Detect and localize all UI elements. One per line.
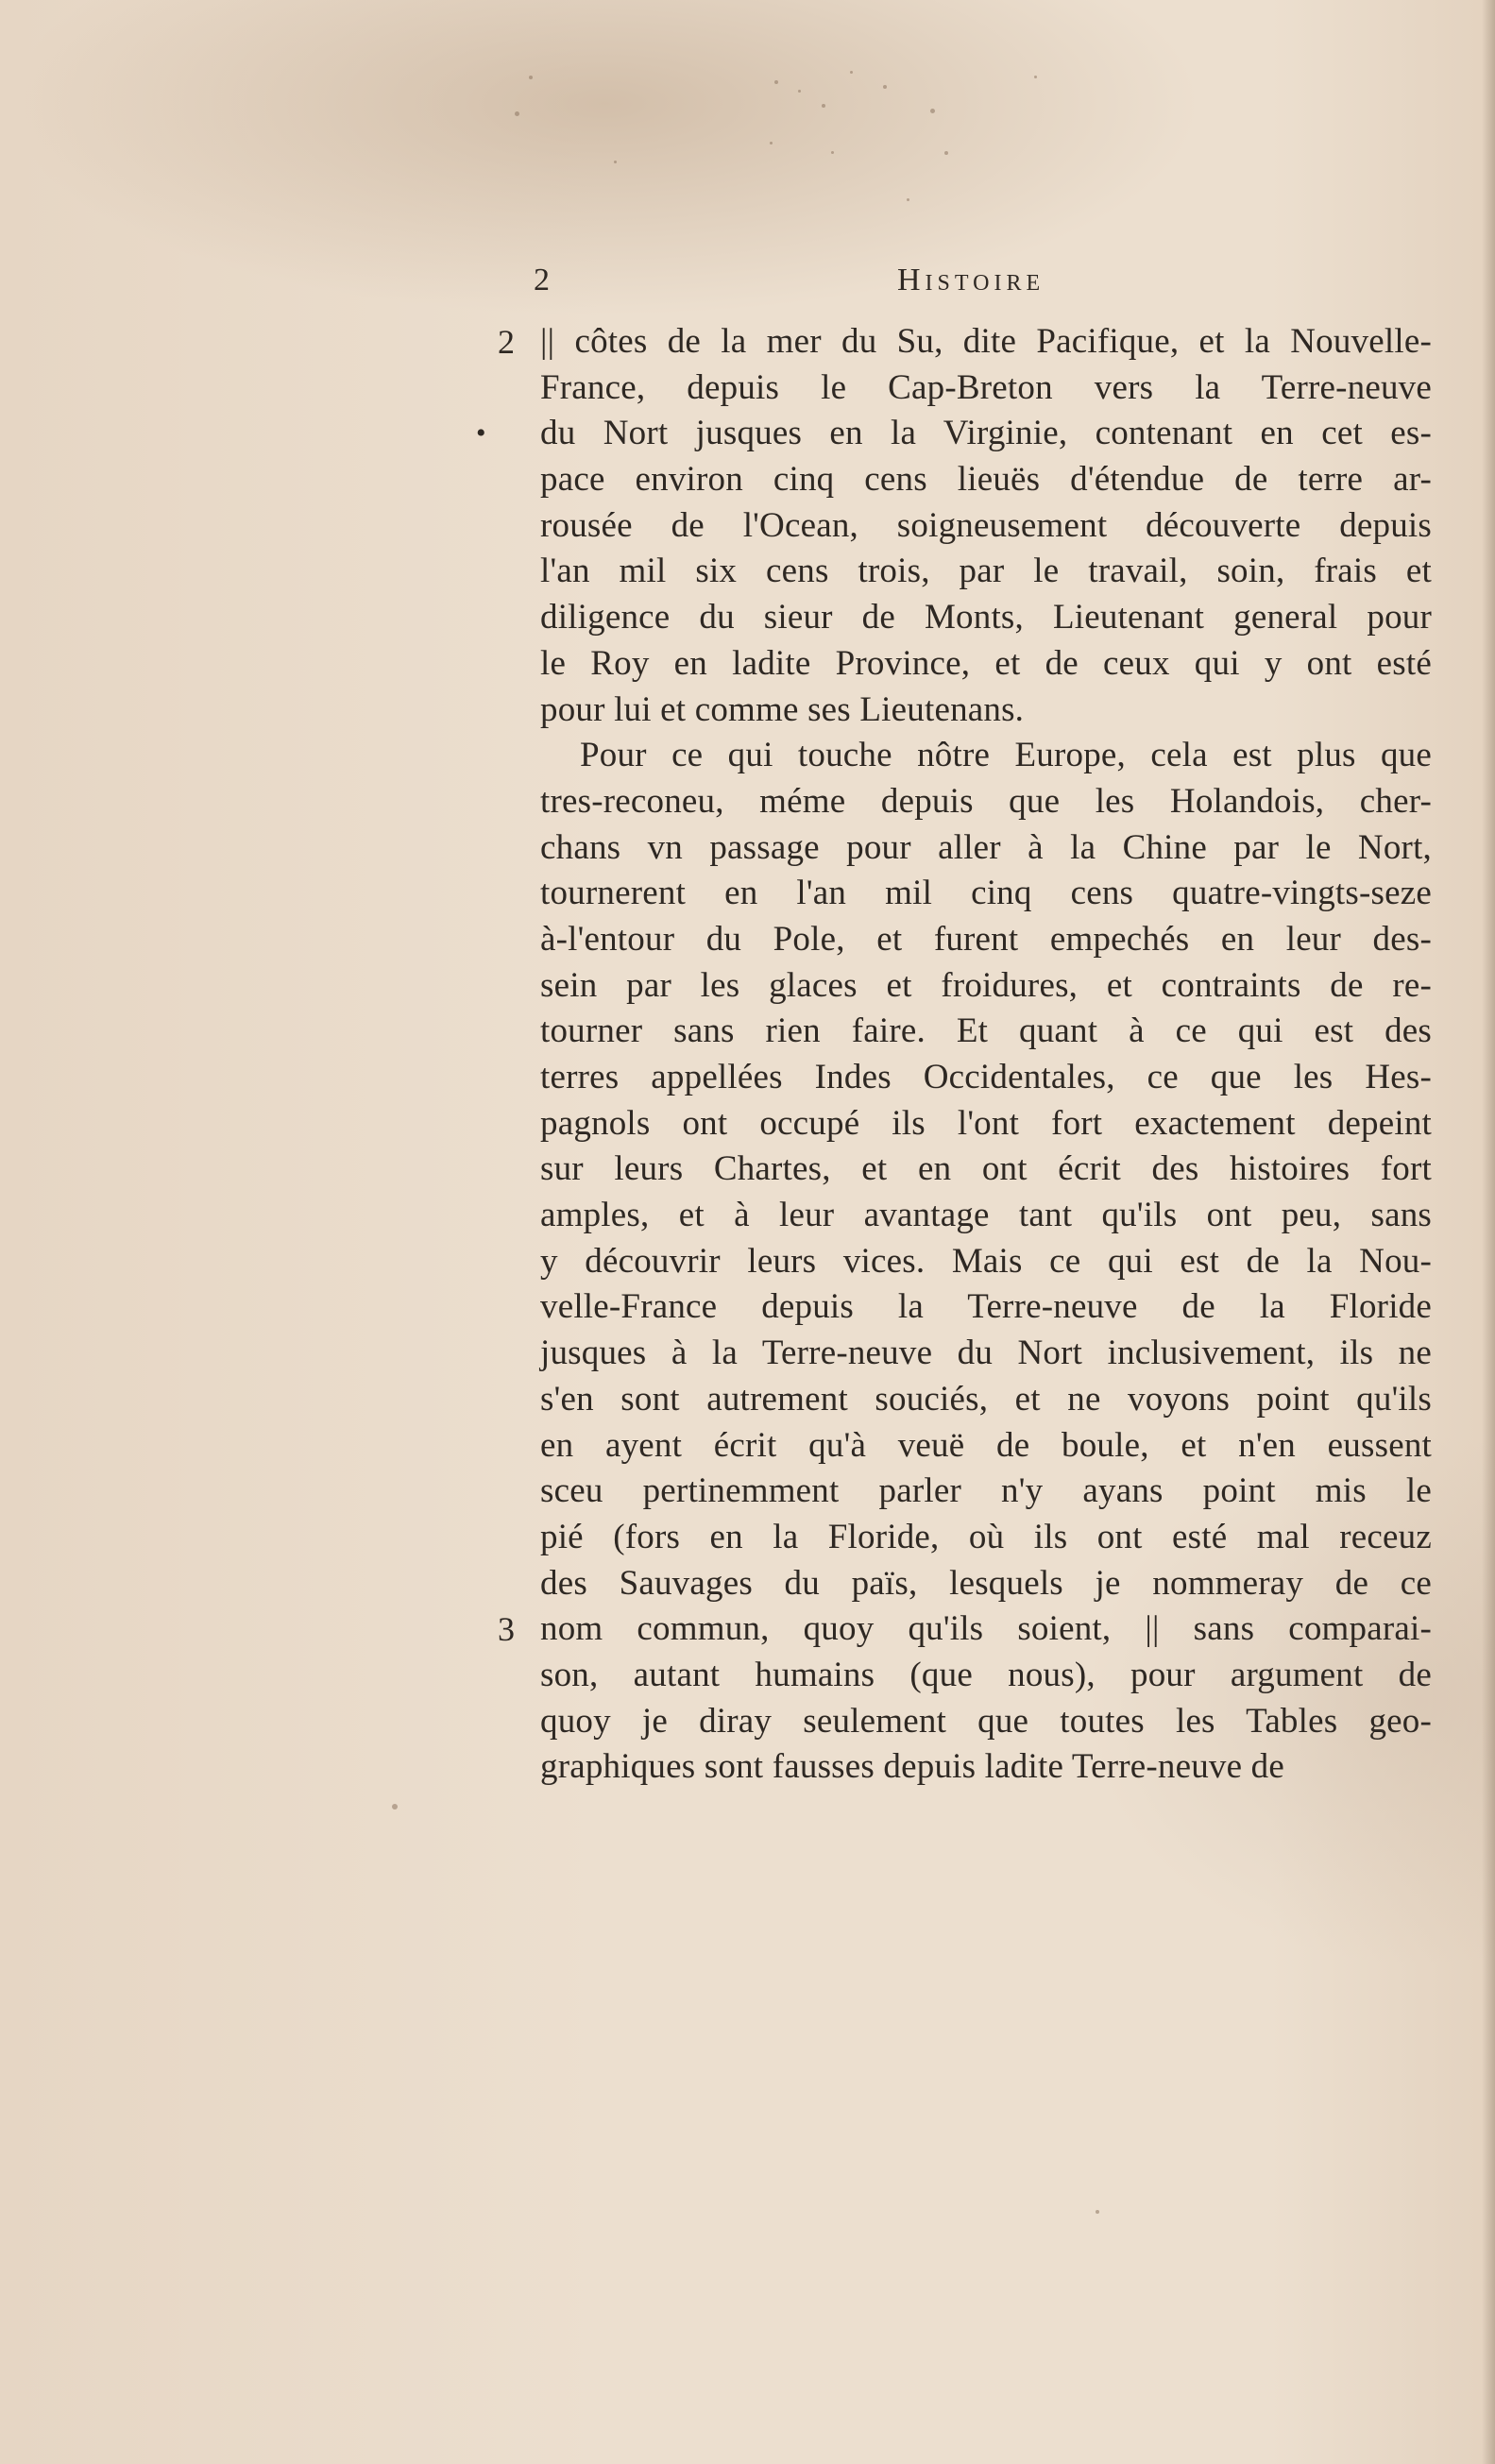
line-text: en ayent écrit qu'à veuë de boule, et n'en eussent [540, 1425, 1432, 1465]
foxing-spot [822, 104, 825, 108]
line-text: pagnols ont occupé ils l'ont fort exactement depeint [540, 1103, 1432, 1143]
line-text: y découvrir leurs vices. Mais ce qui est de la Nou- [540, 1241, 1432, 1281]
line-text: diligence du sieur de Monts, Lieutenant general pour [540, 598, 1432, 637]
line-text: des Sauvages du païs, lesquels je nommeray de ce [540, 1563, 1432, 1603]
text-line [540, 1653, 1432, 1699]
foxing-spot [907, 198, 909, 201]
line-text: || côtes de la mer du Su, dite Pacifique, et la Nouvelle- [540, 322, 1432, 361]
text-line [540, 1055, 1432, 1101]
line-text: l'an mil six cens trois, par le travail, soin, frais et [540, 552, 1432, 591]
text-line [540, 1101, 1432, 1147]
text-line [540, 825, 1432, 872]
text-line [540, 1331, 1432, 1377]
foxing-spot [883, 85, 887, 89]
line-text: graphiques sont fausses depuis ladite Terre-neuve de [540, 1747, 1284, 1787]
text-line [540, 1469, 1432, 1515]
line-text: pié (fors en la Floride, où ils ont esté mal receuz [540, 1517, 1432, 1556]
foxing-spot [770, 142, 773, 144]
foxing-spot [392, 1804, 398, 1810]
text-line [540, 733, 1432, 779]
text-line [540, 779, 1432, 825]
page-edge-shadow [1482, 0, 1495, 2464]
text-line [540, 1377, 1432, 1423]
text-line [540, 917, 1432, 963]
line-text: sein par les glaces et froidures, et contraints de re- [540, 965, 1432, 1005]
line-text: à-l'entour du Pole, et furent empechés en leur des- [540, 919, 1432, 959]
text-line [540, 688, 1432, 734]
foxing-spot [798, 90, 801, 93]
line-text: pace environ cinq cens lieuës d'étendue de terre ar- [540, 460, 1432, 500]
line-text: velle-France depuis la Terre-neuve de la Floride [540, 1287, 1432, 1327]
line-text: tournerent en l'an mil cinq cens quatre-vingts-seze [540, 874, 1432, 913]
text-line [540, 1239, 1432, 1285]
foxing-spot [930, 109, 935, 113]
foxing-spot [850, 71, 853, 74]
text-line [540, 1744, 1432, 1791]
text-line [540, 963, 1432, 1010]
margin-dot-icon: • [476, 417, 486, 450]
line-text: rousée de l'Ocean, soigneusement découverte depuis [540, 505, 1432, 545]
text-line [540, 1561, 1432, 1607]
text-line [498, 319, 1432, 365]
line-text: son, autant humains (que nous), pour argument de [540, 1655, 1432, 1694]
line-text: s'en sont autrement souciés, et ne voyons point qu'ils [540, 1379, 1432, 1419]
text-line [540, 457, 1432, 503]
text-line [540, 1515, 1432, 1561]
text-line [540, 1284, 1432, 1331]
foxing-spot [1096, 2210, 1099, 2214]
text-line [540, 1193, 1432, 1239]
margin-page-ref: 3 [498, 1610, 516, 1649]
foxing-spot [614, 161, 617, 163]
line-text: amples, et à leur avantage tant qu'ils ont peu, sans [540, 1196, 1432, 1235]
text-line [540, 1699, 1432, 1745]
line-text: sur leurs Chartes, et en ont écrit des histoires fort [540, 1149, 1432, 1189]
margin-page-ref: 2 [498, 323, 516, 361]
line-text: tres-reconeu, méme depuis que les Holandois, cher- [540, 781, 1432, 821]
running-title: Histoire [897, 263, 1045, 297]
line-text: France, depuis le Cap-Breton vers la Terre-neuve [540, 367, 1432, 407]
text-line [540, 503, 1432, 550]
line-text: pour lui et comme ses Lieutenans. [540, 689, 1025, 729]
line-text: sceu pertinemment parler n'y ayans point mis le [540, 1471, 1432, 1511]
foxing-spot [1034, 76, 1037, 78]
line-text: tourner sans rien faire. Et quant à ce qui est des [540, 1011, 1432, 1051]
line-text: jusques à la Terre-neuve du Nort inclusivement, ils ne [540, 1334, 1432, 1373]
page-number: 2 [534, 263, 551, 297]
line-text: quoy je diray seulement que toutes les Tables geo- [540, 1701, 1432, 1741]
text-line [540, 871, 1432, 917]
foxing-spot [831, 151, 834, 154]
text-line [540, 641, 1432, 688]
line-text: du Nort jusques en la Virginie, contenant en cet es- [540, 414, 1432, 453]
line-text: le Roy en ladite Province, et de ceux qui y ont esté [540, 643, 1432, 683]
body-text [476, 319, 1432, 1791]
running-head [534, 263, 1431, 300]
foxing-spot [774, 80, 778, 84]
line-text: chans vn passage pour aller à la Chine par le Nort, [540, 827, 1432, 867]
text-line [540, 1423, 1432, 1470]
line-text: nom commun, quoy qu'ils soient, || sans comparai- [540, 1609, 1432, 1649]
text-line [540, 549, 1432, 595]
text-line [476, 411, 1432, 457]
foxing-spot [529, 76, 533, 79]
text-line [540, 365, 1432, 412]
text-line [540, 595, 1432, 641]
text-line [540, 1009, 1432, 1055]
foxing-spot [944, 151, 948, 155]
line-text: terres appellées Indes Occidentales, ce que les Hes- [540, 1058, 1432, 1096]
text-line [498, 1606, 1432, 1653]
foxing-spot [515, 111, 519, 116]
line-text: Pour ce qui touche nôtre Europe, cela est plus que [580, 736, 1432, 775]
text-line [540, 1147, 1432, 1193]
